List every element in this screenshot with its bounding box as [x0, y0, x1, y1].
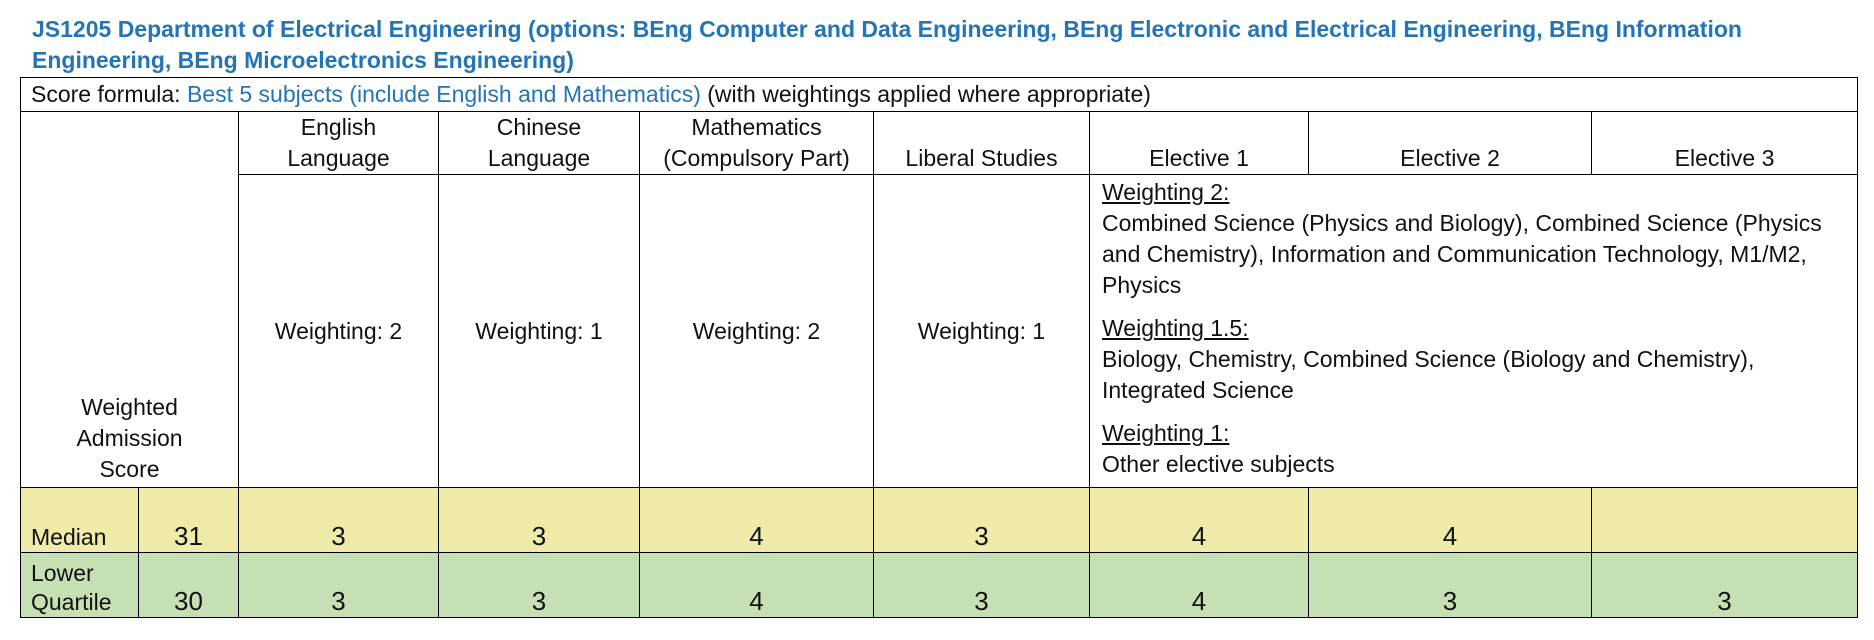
- weighting-english: Weighting: 2: [239, 175, 439, 488]
- elective-group: [1102, 177, 1845, 301]
- subject-header-chinese: Chinese Language: [439, 112, 640, 175]
- score-cell: 3: [239, 553, 439, 618]
- elective-group: [1102, 418, 1845, 480]
- score-cell: 4: [640, 488, 874, 553]
- elective-group: [1102, 313, 1845, 406]
- elective-group-title: Weighting 1:: [1102, 420, 1230, 446]
- elective-group-title: Weighting 1.5:: [1102, 315, 1249, 341]
- formula-label: Score formula:: [31, 81, 181, 107]
- elective-group-subjects: Other elective subjects: [1102, 451, 1335, 477]
- score-cell: 3: [1309, 553, 1592, 618]
- page-title: JS1205 Department of Electrical Engineering (options: BEng Computer and Data Engineering, BEng Electronic and Electrical Engineering, BEng Information Engineering, BEng Microelectronics Engineering): [32, 16, 1742, 73]
- elective-header-1: Elective 1: [1090, 112, 1309, 175]
- row-label: Median: [21, 488, 139, 553]
- score-cell: 4: [640, 553, 874, 618]
- score-cell: 4: [1090, 488, 1309, 553]
- score-cell: 3: [874, 553, 1090, 618]
- score-cell: 3: [439, 488, 640, 553]
- subject-header-english: English Language: [239, 112, 439, 175]
- subject-header-liberal-studies: Liberal Studies: [874, 112, 1090, 175]
- elective-group-subjects: Biology, Chemistry, Combined Science (Biology and Chemistry), Integrated Science: [1102, 346, 1755, 403]
- weighted-score-value: 31: [139, 488, 239, 553]
- score-cell: 4: [1090, 553, 1309, 618]
- score-cell: 3: [1592, 553, 1858, 618]
- table-row-median: [21, 488, 1858, 553]
- table-row-lower-quartile: [21, 553, 1858, 618]
- score-cell: 3: [239, 488, 439, 553]
- formula-note: (with weightings applied where appropriate): [707, 81, 1151, 107]
- score-cell: 3: [439, 553, 640, 618]
- elective-header-2: Elective 2: [1309, 112, 1592, 175]
- weighted-score-header: Weighted Admission Score: [21, 112, 239, 488]
- score-cell: 3: [874, 488, 1090, 553]
- score-cell: 4: [1309, 488, 1592, 553]
- elective-header-3: Elective 3: [1592, 112, 1858, 175]
- formula-value: Best 5 subjects (include English and Mathematics): [186, 81, 701, 107]
- weighting-chinese: Weighting: 1: [439, 175, 640, 488]
- elective-group-title: Weighting 2:: [1102, 179, 1230, 205]
- elective-weightings: [1090, 175, 1858, 488]
- weighting-liberal-studies: Weighting: 1: [874, 175, 1090, 488]
- admission-score-table: [20, 77, 1858, 618]
- weighted-score-value: 30: [139, 553, 239, 618]
- score-formula: [21, 78, 1858, 112]
- row-label: Lower Quartile: [21, 553, 139, 618]
- elective-group-subjects: Combined Science (Physics and Biology), Combined Science (Physics and Chemistry), Information and Communication Technology, M1/M2, Physics: [1102, 210, 1822, 298]
- subject-header-mathematics: Mathematics (Compulsory Part): [640, 112, 874, 175]
- score-cell: [1592, 488, 1858, 553]
- weighting-mathematics: Weighting: 2: [640, 175, 874, 488]
